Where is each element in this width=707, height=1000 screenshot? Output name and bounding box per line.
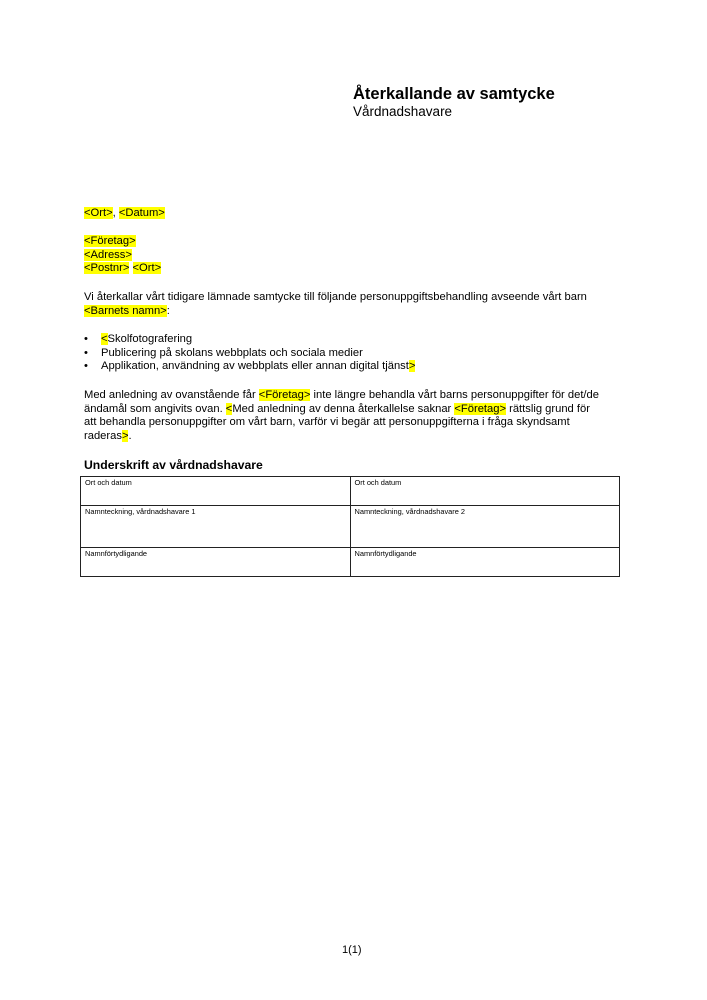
company-placeholder: <Företag> xyxy=(258,389,311,401)
place-date-line xyxy=(84,207,165,221)
child-name-placeholder: <Barnets namn> xyxy=(84,304,167,317)
page-number: 1(1) xyxy=(342,944,362,956)
company-placeholder: <Företag> xyxy=(84,235,136,247)
paragraph-end: . xyxy=(128,429,132,442)
withdrawal-paragraph xyxy=(84,389,604,443)
intro-paragraph xyxy=(84,291,624,318)
bullet-icon: • xyxy=(84,346,88,359)
signature-cell[interactable]: Ort och datum xyxy=(350,477,620,506)
table-row xyxy=(81,506,620,548)
list-item xyxy=(84,333,415,347)
document-subtitle: Vårdnadshavare xyxy=(353,104,453,119)
bracket-open: < xyxy=(225,402,233,415)
company-placeholder: <Företag> xyxy=(454,402,506,415)
bracket-open: < xyxy=(101,333,108,345)
bracket-close: > xyxy=(408,360,416,373)
table-row xyxy=(81,477,620,506)
postcode-placeholder: <Postnr> xyxy=(84,262,130,275)
bracket-close: > xyxy=(121,429,129,442)
list-item-text: Publicering på skolans webbplats och sociala medier xyxy=(101,346,363,359)
address-placeholder: <Adress> xyxy=(84,248,132,261)
consent-list xyxy=(84,333,415,374)
signature-heading: Underskrift av vårdnadshavare xyxy=(84,458,263,472)
paragraph-text: inte längre behandla vårt barns personuppgifter för det/de ändamål som angivits ovan. xyxy=(84,389,599,415)
signature-cell[interactable]: Namnteckning, vårdnadshavare 2 xyxy=(350,506,620,548)
bullet-icon: • xyxy=(84,360,88,373)
city-placeholder: <Ort> xyxy=(132,262,162,275)
place-placeholder: <Ort> xyxy=(84,207,113,219)
separator: , xyxy=(112,207,119,219)
list-item-text: Applikation, användning av webbplats eller annan digital tjänst xyxy=(101,360,409,373)
paragraph-text: Med anledning av ovanstående får xyxy=(84,389,259,401)
bullet-icon: • xyxy=(84,333,88,345)
paragraph-text: rättslig grund för att behandla personuppgifter om vårt barn, varför vi begär att personuppgifterna i fråga skyndsamt raderas xyxy=(84,402,590,442)
signature-cell[interactable]: Namnförtydligande xyxy=(350,548,620,577)
paragraph-text: Med anledning av denna återkallelse saknar xyxy=(232,402,455,415)
list-item-text: Skolfotografering xyxy=(107,333,193,345)
date-placeholder: <Datum> xyxy=(118,207,165,219)
list-item xyxy=(84,347,415,361)
signature-cell[interactable]: Namnteckning, vårdnadshavare 1 xyxy=(81,506,351,548)
intro-suffix: : xyxy=(166,304,170,317)
table-row xyxy=(81,548,620,577)
list-item xyxy=(84,360,415,374)
recipient-address xyxy=(84,235,161,276)
signature-cell[interactable]: Ort och datum xyxy=(81,477,351,506)
intro-text: Vi återkallar vårt tidigare lämnade samtycke till följande personuppgiftsbehandling avseende vårt barn xyxy=(84,291,587,303)
signature-cell[interactable]: Namnförtydligande xyxy=(81,548,351,577)
signature-table xyxy=(80,476,620,577)
document-title: Återkallande av samtycke xyxy=(353,85,555,103)
